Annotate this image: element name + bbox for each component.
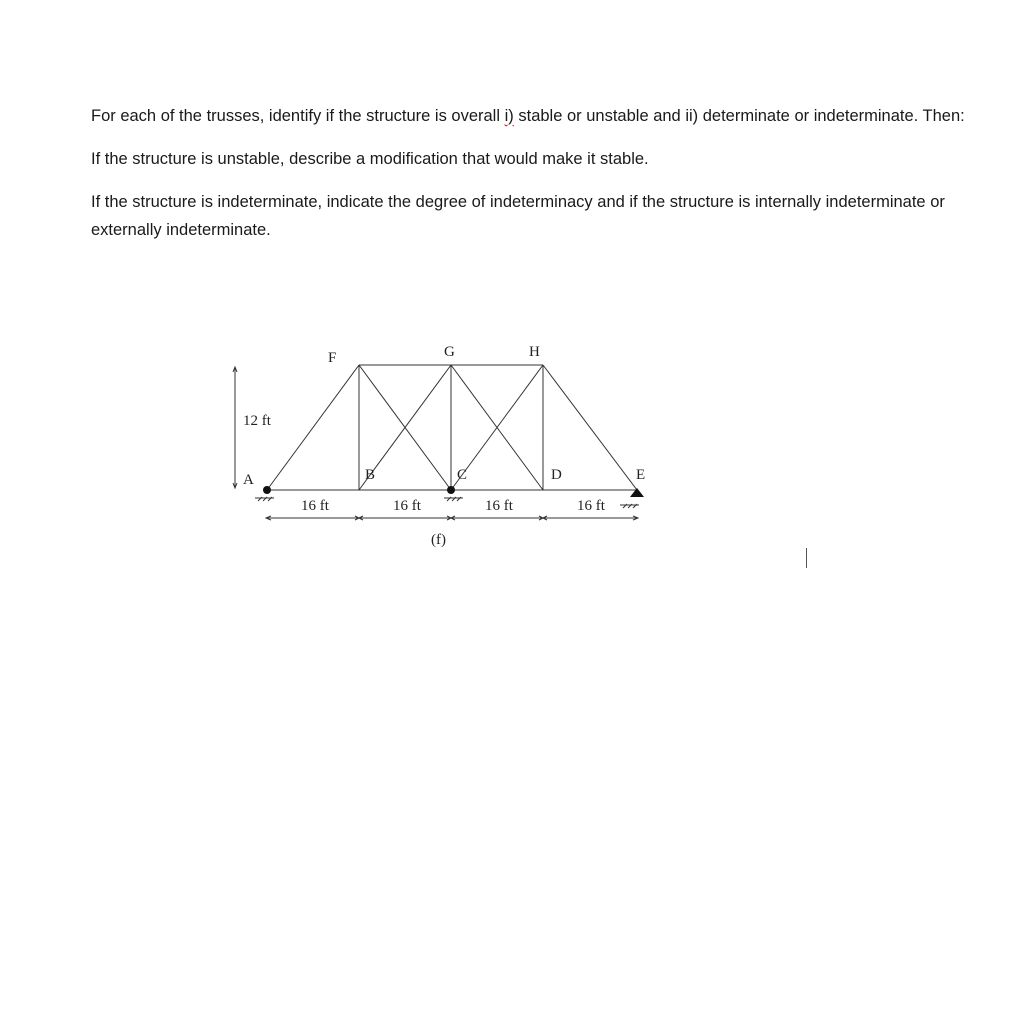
joint-label-A: A: [243, 472, 254, 488]
figure-caption: (f): [431, 532, 446, 548]
ground-hatch-A: [255, 497, 274, 501]
truss-diagram: [225, 330, 655, 560]
instruction-paragraph-2: If the structure is unstable, describe a modification that would make it stable.: [91, 150, 649, 168]
text-cursor: [806, 548, 807, 568]
joint-label-F: F: [328, 350, 337, 366]
ground-hatch-E: [620, 504, 639, 508]
support-pin-C: [447, 486, 455, 494]
span-dimension: [266, 516, 638, 520]
span-label-4: 16 ft: [577, 498, 605, 514]
member-AF: [267, 365, 359, 490]
truss-figure: [225, 330, 655, 565]
joint-label-G: G: [444, 344, 455, 360]
span-label-1: 16 ft: [301, 498, 329, 514]
joint-label-H: H: [529, 344, 540, 360]
support-pin-A: [263, 486, 271, 494]
p1-pre: For each of the trusses, identify if the structure is overall: [91, 107, 505, 125]
ground-hatch-C: [444, 497, 463, 501]
instruction-paragraph-3: If the structure is indeterminate, indicate the degree of indeterminacy and if the structure is internally indeterminate or externally indeterminate.: [91, 193, 945, 239]
instruction-paragraph-1: [91, 102, 971, 130]
span-label-2: 16 ft: [393, 498, 421, 514]
spellcheck-flagged-word[interactable]: i): [504, 107, 514, 125]
joint-label-C: C: [457, 467, 468, 483]
joint-label-D: D: [551, 467, 562, 483]
height-dimension: [233, 367, 237, 488]
p1-post: stable or unstable and ii) determinate or indeterminate. Then:: [513, 107, 965, 125]
height-label: 12 ft: [243, 413, 271, 429]
support-roller-E: [630, 488, 644, 497]
joint-label-B: B: [365, 467, 376, 483]
instructions-text: [91, 102, 971, 259]
span-label-3: 16 ft: [485, 498, 513, 514]
joint-label-E: E: [636, 467, 646, 483]
